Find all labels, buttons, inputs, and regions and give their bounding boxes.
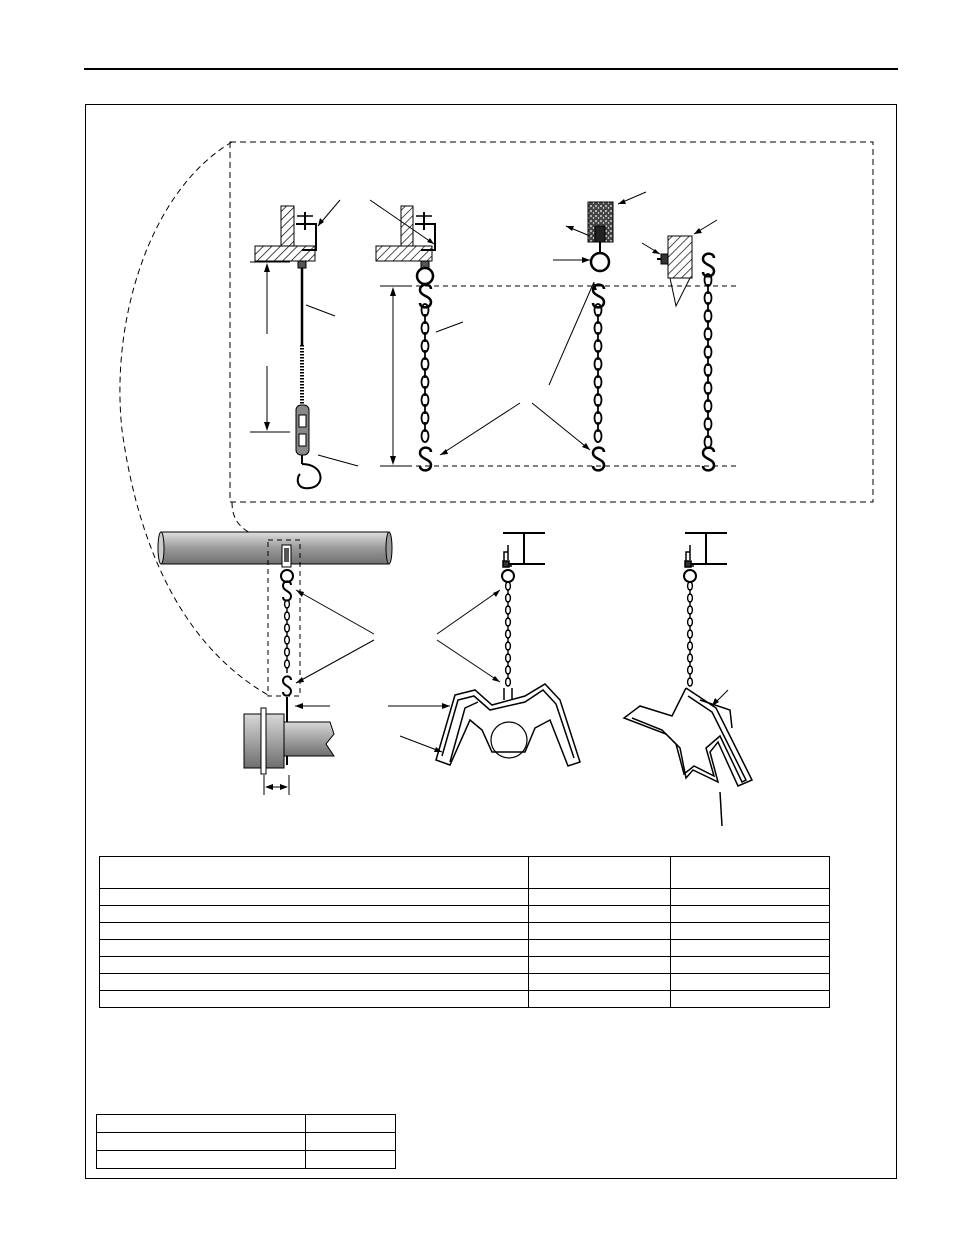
chain-link xyxy=(506,654,511,662)
chain-link xyxy=(688,666,693,674)
chain-link xyxy=(506,630,511,638)
table-cell xyxy=(671,991,830,1008)
chain-link xyxy=(688,606,693,614)
beam-clamp-chain-assembly xyxy=(370,200,463,466)
spec-header-cell xyxy=(528,857,671,889)
detail-box xyxy=(230,142,873,502)
chain-link xyxy=(506,594,511,602)
spec-table xyxy=(99,856,830,1008)
table-cell xyxy=(528,940,671,957)
table-row xyxy=(97,1151,396,1169)
horizontal-pipe-structure xyxy=(158,532,392,564)
table-cell xyxy=(100,906,529,923)
beam-clamp-rod-assembly xyxy=(250,200,358,488)
chain-link xyxy=(688,678,693,686)
chain-link xyxy=(285,660,290,668)
table-cell xyxy=(528,991,671,1008)
pipe-saddle-hanger xyxy=(436,684,580,766)
spec-header-cell xyxy=(671,857,830,889)
chain-link xyxy=(285,648,290,656)
chain-link xyxy=(688,642,693,650)
chain-link xyxy=(506,618,511,626)
chain-link xyxy=(506,666,511,674)
table-row xyxy=(100,923,830,940)
table-cell xyxy=(671,889,830,906)
chain-link xyxy=(688,582,693,590)
table-row xyxy=(97,1133,396,1151)
table-cell xyxy=(97,1151,306,1169)
table-cell xyxy=(528,889,671,906)
i-beam-2 xyxy=(685,533,727,564)
chain-bottom-3 xyxy=(688,582,693,686)
table-cell xyxy=(671,940,830,957)
table-cell xyxy=(671,957,830,974)
chain-detail-3 xyxy=(595,304,602,442)
chain-link xyxy=(285,612,290,620)
chain-link xyxy=(688,618,693,626)
table-cell xyxy=(671,923,830,940)
table-cell xyxy=(528,957,671,974)
table-cell xyxy=(100,923,529,940)
spec-table-header xyxy=(100,857,830,889)
table-cell xyxy=(671,906,830,923)
table-cell xyxy=(306,1133,396,1151)
table-cell xyxy=(100,957,529,974)
table-row xyxy=(100,889,830,906)
chain-bottom-2 xyxy=(506,582,511,686)
table-row xyxy=(100,974,830,991)
single-wire-hanger xyxy=(624,688,752,826)
table-cell xyxy=(306,1151,396,1169)
spec-header-cell xyxy=(100,857,529,889)
table-cell xyxy=(100,974,529,991)
chain-link xyxy=(688,630,693,638)
table-cell xyxy=(671,974,830,991)
chain-bottom-1 xyxy=(285,600,290,673)
table-cell xyxy=(528,906,671,923)
chain-link xyxy=(285,636,290,644)
chain-link xyxy=(506,606,511,614)
chain-link xyxy=(506,642,511,650)
chain-link xyxy=(285,624,290,632)
i-beam-1 xyxy=(503,533,545,564)
chain-detail-4 xyxy=(705,274,712,448)
chain-link xyxy=(688,654,693,662)
table-cell xyxy=(100,940,529,957)
table-cell xyxy=(306,1115,396,1133)
pipe-end xyxy=(244,708,334,774)
table-row xyxy=(100,991,830,1008)
table-row xyxy=(100,957,830,974)
chain-link xyxy=(506,582,511,590)
table-cell xyxy=(100,991,529,1008)
table-row xyxy=(100,906,830,923)
detail-leader xyxy=(120,142,268,695)
table-row xyxy=(100,940,830,957)
table-row xyxy=(97,1115,396,1133)
table-cell xyxy=(528,923,671,940)
small-table xyxy=(96,1114,396,1169)
table-cell xyxy=(97,1133,306,1151)
concrete-insert-assembly xyxy=(553,192,646,271)
table-cell xyxy=(100,889,529,906)
chain-detail-2 xyxy=(422,304,429,442)
chain-link xyxy=(688,594,693,602)
chain-link xyxy=(506,678,511,686)
table-cell xyxy=(97,1115,306,1133)
table-cell xyxy=(528,974,671,991)
